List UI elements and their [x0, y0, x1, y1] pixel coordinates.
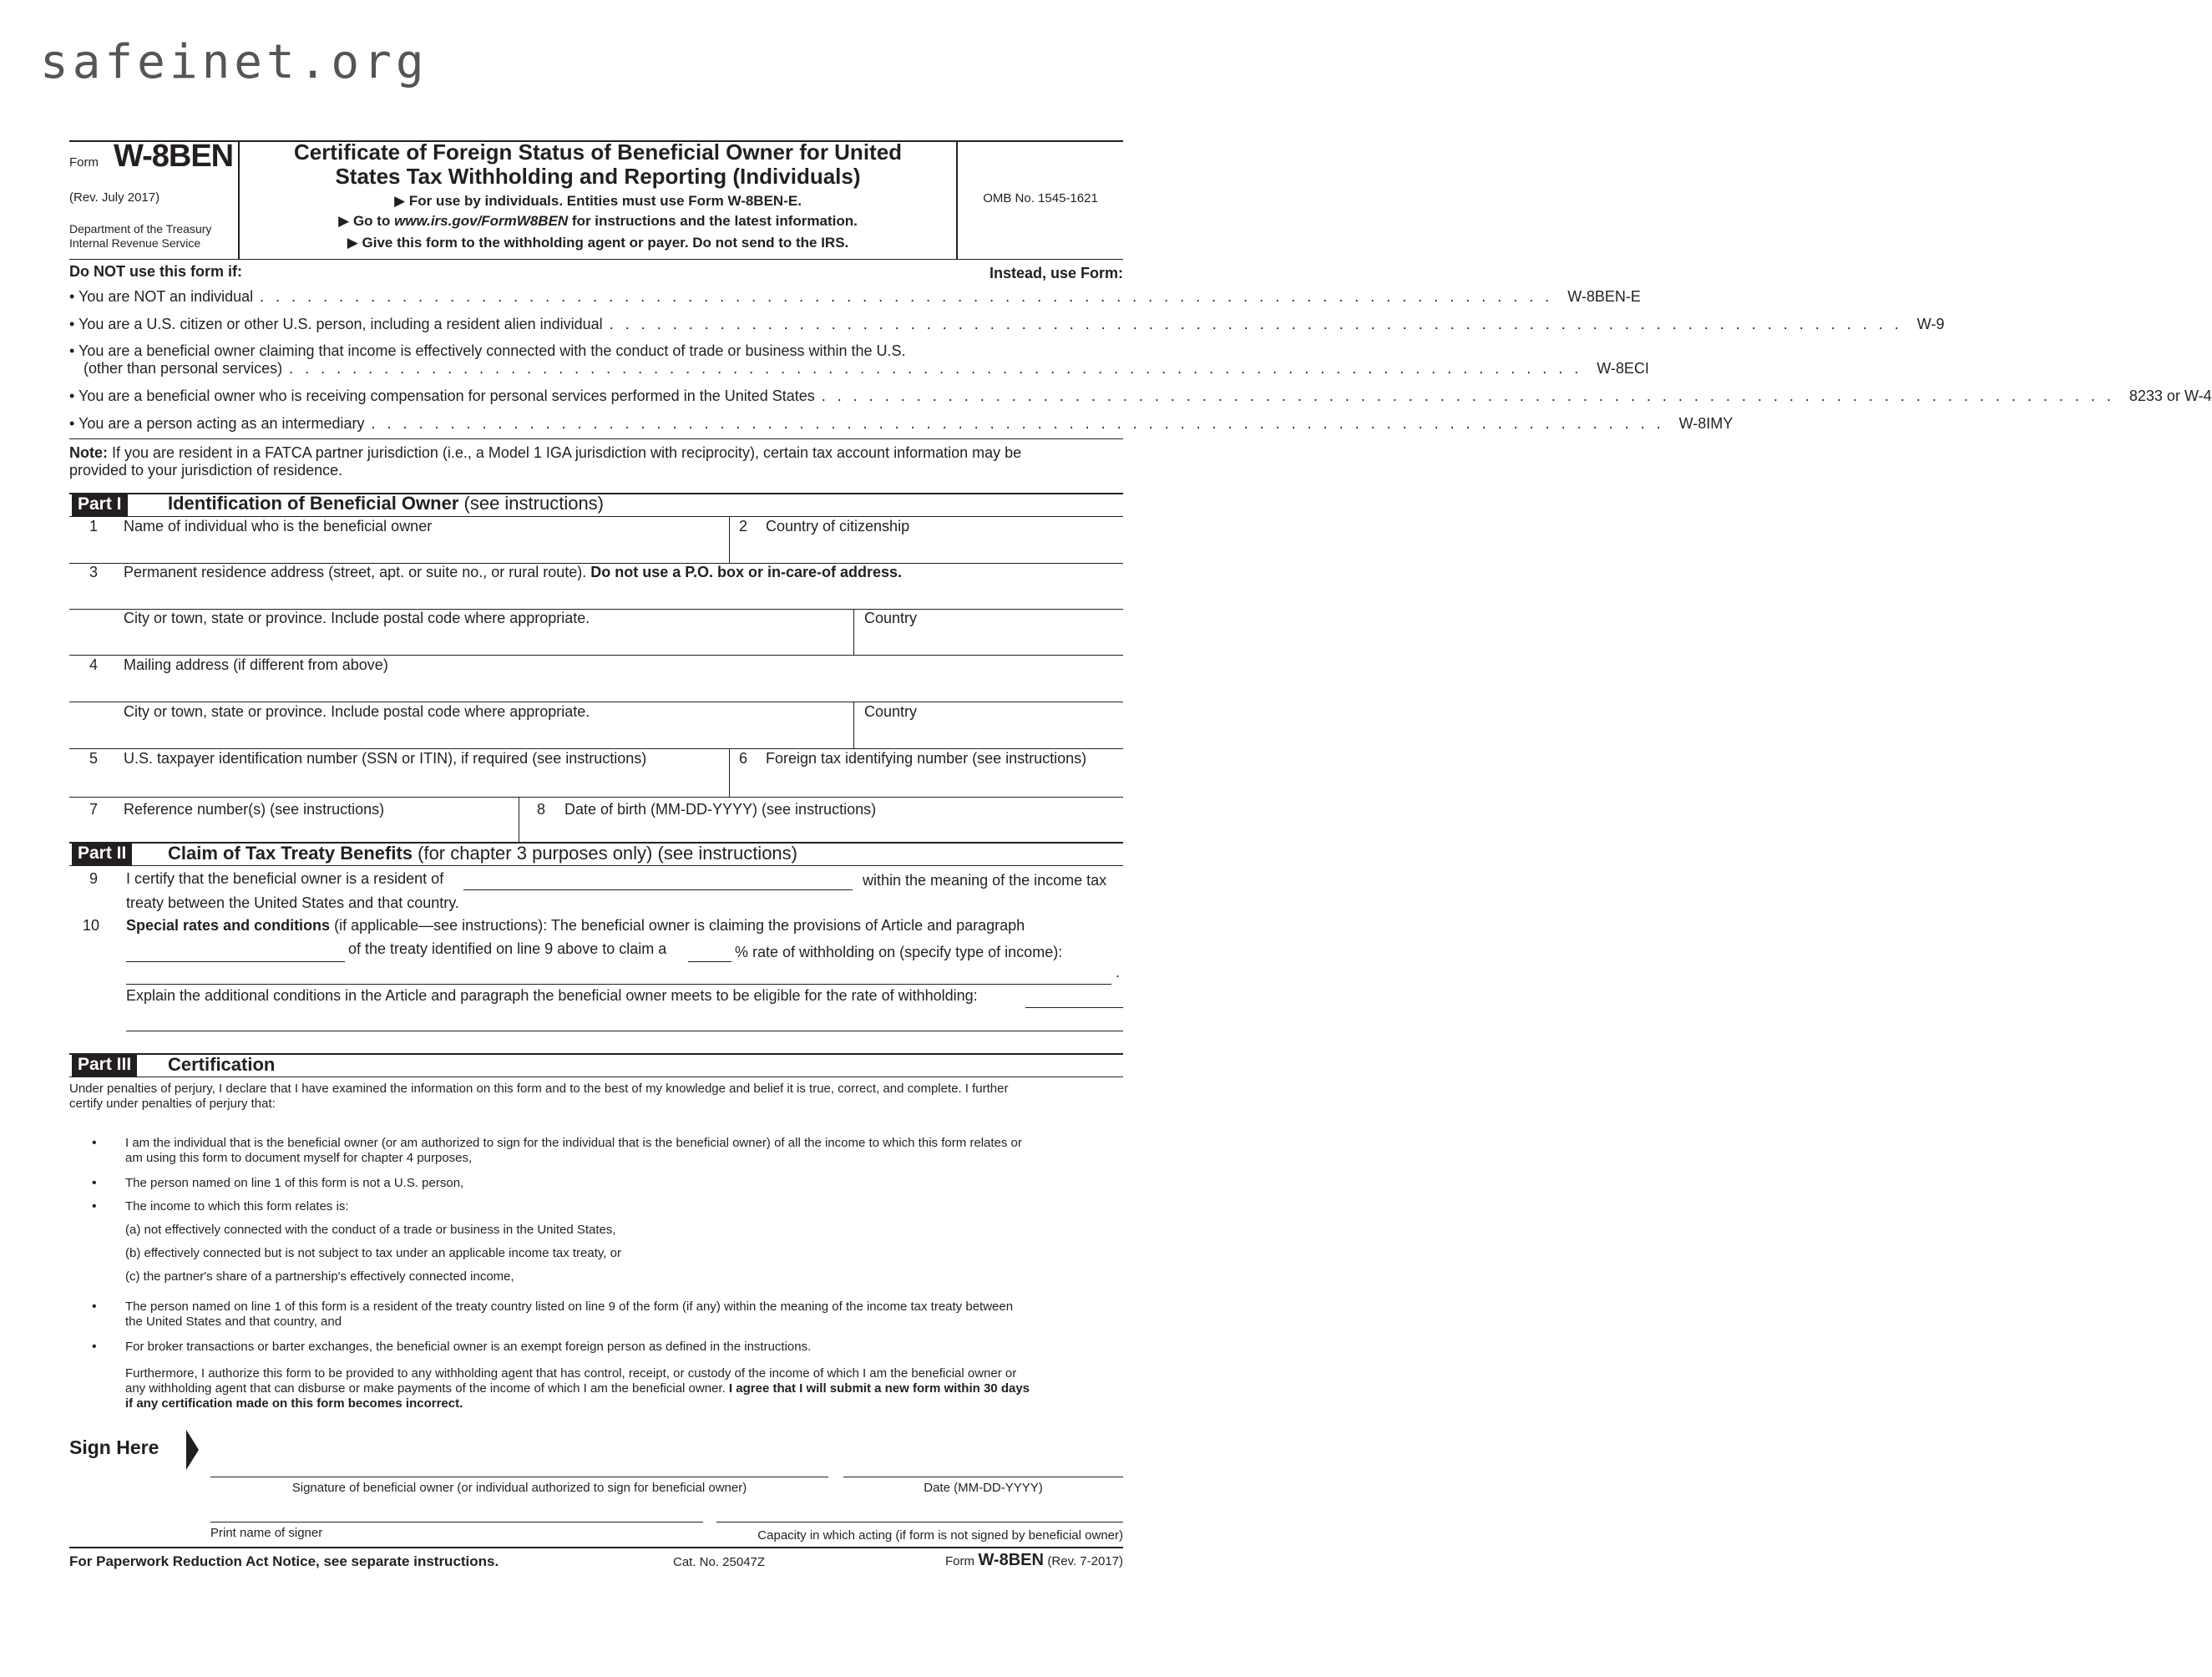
certification-text: For broker transactions or barter exchanges, the beneficial owner is an exempt foreign person as defined in the instructions. [125, 1340, 812, 1354]
certification-text: The income to which this form relates is: [125, 1199, 349, 1213]
field-divider [729, 748, 730, 797]
part2-title-suffix: (for chapter 3 purposes only) (see instructions) [413, 843, 797, 864]
line-number: 8 [537, 801, 546, 818]
do-not-use-item [69, 388, 2212, 405]
do-not-use-item [84, 360, 1649, 377]
line10-text [126, 917, 1025, 935]
bullet: • [92, 1300, 97, 1314]
signature-field[interactable] [210, 1453, 828, 1477]
line3-label-text: Permanent residence address (street, apt. or suite no., or rural route). [124, 564, 591, 580]
line5-label: U.S. taxpayer identification number (SSN or ITIN), if required (see instructions) [124, 750, 647, 767]
authorization-agreement: I agree that I will submit a new form within 30 days [728, 1381, 1030, 1396]
header-left-divider [238, 142, 240, 259]
alternate-form: W-8ECI [1597, 360, 1649, 377]
bullet: • [92, 1199, 97, 1213]
condition-text: • You are a U.S. citizen or other U.S. person, including a resident alien individual [69, 316, 603, 332]
condition-text: • You are a beneficial owner claiming that income is effectively connected with the conduct of trade or business within the U.S. [69, 342, 906, 359]
income-type-field[interactable] [126, 965, 1111, 985]
section-rule [69, 438, 1123, 439]
part1-title-text: Identification of Beneficial Owner [168, 493, 459, 514]
leader-dots: .................................................................................. [289, 360, 1591, 377]
additional-conditions-label: Explain the additional conditions in the Article and paragraph the beneficial owner meets to be eligible for the rate of withholding: [126, 987, 978, 1004]
line9-text-suffix: within the meaning of the income tax [863, 872, 1107, 889]
certification-text: The person named on line 1 of this form is not a U.S. person, [125, 1176, 464, 1190]
authorization-text: Furthermore, I authorize this form to be provided to any withholding agent that has control, receipt, or custody of the income of which I am the beneficial owner or [125, 1366, 1017, 1381]
irs-website-link[interactable]: www.irs.gov/FormW8BEN [394, 213, 569, 229]
certification-text: (c) the partner's share of a partnership's effectively connected income, [125, 1269, 514, 1284]
form-title-line2: States Tax Withholding and Reporting (Individuals) [335, 164, 861, 189]
line10-bold: Special rates and conditions [126, 917, 331, 934]
paperwork-notice: For Paperwork Reduction Act Notice, see separate instructions. [69, 1553, 499, 1569]
fatca-note [69, 444, 1021, 462]
part-rule [69, 516, 1123, 517]
note-text: If you are resident in a FATCA partner jurisdiction (i.e., a Model 1 IGA jurisdiction with reciprocity), certain tax account information may be [108, 444, 1022, 461]
permanent-address-field[interactable] [125, 585, 1119, 608]
mailing-address-field[interactable] [125, 676, 1119, 700]
authorization-text: any withholding agent that can disburse or make payments of the income of which I am the beneficial owner. [125, 1381, 729, 1396]
row-rule [69, 655, 1123, 656]
revision-date: (Rev. July 2017) [69, 190, 160, 205]
part2-title [168, 843, 797, 864]
city-label: City or town, state or province. Include postal code where appropriate. [124, 703, 590, 720]
article-paragraph-field[interactable] [126, 940, 345, 962]
instead-use-heading: Instead, use Form: [989, 265, 1123, 281]
line-number: 9 [89, 870, 99, 887]
part1-tag: Part I [72, 494, 128, 516]
line-number: 5 [89, 750, 99, 767]
line3-label [124, 564, 902, 581]
instruction-go-to-website [240, 213, 955, 230]
line9-text: I certify that the beneficial owner is a resident of [126, 870, 444, 887]
part3-title: Certification [168, 1054, 276, 1075]
additional-conditions-field-line2[interactable] [126, 1012, 1123, 1031]
omb-number: OMB No. 1545-1621 [983, 191, 1098, 205]
footer-form-word: Form [945, 1554, 974, 1568]
city-label: City or town, state or province. Include postal code where appropriate. [124, 610, 590, 626]
date-caption: Date (MM-DD-YYYY) [924, 1481, 1043, 1495]
form-title-line1: Certificate of Foreign Status of Beneficial Owner for United [293, 139, 903, 165]
form-number: W-8BEN [114, 139, 234, 174]
part1-title [168, 493, 604, 514]
withholding-rate-field[interactable] [688, 940, 731, 962]
line-number: 10 [83, 917, 100, 934]
field-divider [853, 609, 854, 655]
country-label: Country [864, 610, 918, 626]
authorization-paragraph [125, 1366, 1123, 1411]
print-name-caption: Print name of signer [210, 1526, 323, 1540]
sign-arrow-icon [186, 1430, 199, 1470]
do-not-use-item [69, 316, 1945, 333]
part1-title-suffix: (see instructions) [458, 493, 605, 514]
alternate-form: 8233 or W-4 [2128, 388, 2212, 404]
fatca-note-continued: provided to your jurisdiction of residence. [69, 462, 343, 479]
line10-text-c: % rate of withholding on (specify type of income): [735, 944, 1063, 960]
date-of-birth-field[interactable] [526, 820, 1119, 840]
leader-dots: .................................................................................. [821, 388, 2123, 404]
form-word: Form [69, 155, 99, 170]
country-of-citizenship-field[interactable] [735, 539, 1119, 562]
certification-intro-continued: certify under penalties of perjury that: [69, 1097, 276, 1111]
treaty-country-field[interactable] [463, 869, 853, 890]
authorization-agreement: if any certification made on this form becomes incorrect. [125, 1396, 463, 1411]
service: Internal Revenue Service [69, 236, 201, 250]
department: Department of the Treasury [69, 222, 212, 236]
field-divider [729, 516, 730, 563]
certification-text: The person named on line 1 of this form is a resident of the treaty country listed on line 9 of the form (if any) within the meaning of the income tax treaty between [125, 1300, 1014, 1314]
income-type-period: . [1116, 964, 1121, 980]
footer-rule [69, 1547, 1123, 1548]
capacity-caption: Capacity in which acting (if form is not signed by beneficial owner) [757, 1528, 1123, 1543]
line-number: 2 [739, 518, 748, 535]
footer-revision: (Rev. 7-2017) [1047, 1554, 1123, 1568]
line10-text-b: of the treaty identified on line 9 above to claim a [348, 940, 667, 957]
line-number: 7 [89, 801, 99, 818]
line6-label: Foreign tax identifying number (see instructions) [766, 750, 1087, 767]
line9-text-continued: treaty between the United States and that country. [126, 894, 459, 911]
do-not-use-item [69, 415, 1734, 433]
sign-here-label: Sign Here [69, 1436, 159, 1458]
line2-label: Country of citizenship [766, 518, 910, 535]
alternate-form: W-8BEN-E [1567, 288, 1641, 305]
row-rule [69, 797, 1123, 798]
certification-item [125, 1300, 1123, 1330]
part-rule [69, 865, 1123, 866]
signature-date-field[interactable] [843, 1453, 1123, 1477]
condition-text: • You are NOT an individual [69, 288, 254, 305]
leader-dots: .................................................................................. [260, 288, 1562, 305]
mailing-country-field[interactable] [860, 723, 1119, 747]
instruction-suffix: for instructions and the latest information. [568, 213, 858, 229]
line-number: 6 [739, 750, 748, 767]
part2-tag: Part II [72, 843, 132, 865]
certification-item [125, 1136, 1123, 1166]
instruction-prefix: ▶ Go to [338, 213, 395, 229]
watermark-text: safeinet.org [40, 35, 428, 89]
permanent-city-field[interactable] [125, 631, 852, 654]
certification-text: I am the individual that is the beneficial owner (or am authorized to sign for the individual that is the beneficial owner) of all the income to which this form relates or [125, 1136, 1022, 1150]
leader-dots: .................................................................................. [609, 316, 1911, 332]
line3-warning: Do not use a P.O. box or in-care-of address. [590, 564, 903, 580]
line-number: 4 [89, 656, 99, 673]
line8-label: Date of birth (MM-DD-YYYY) (see instructions) [564, 801, 877, 818]
line1-label: Name of individual who is the beneficial owner [124, 518, 433, 535]
mailing-city-field[interactable] [125, 723, 852, 747]
condition-text: (other than personal services) [84, 360, 283, 377]
certification-text: (b) effectively connected but is not subject to tax under an applicable income tax treaty, or [125, 1246, 621, 1260]
line7-label: Reference number(s) (see instructions) [124, 801, 385, 818]
beneficial-owner-name-field[interactable] [125, 539, 726, 562]
permanent-country-field[interactable] [860, 631, 1119, 654]
field-divider [853, 702, 854, 748]
country-label: Country [864, 703, 918, 720]
alternate-form: W-8IMY [1678, 415, 1734, 432]
header-bottom-rule [69, 259, 1123, 260]
footer-form-number: W-8BEN [978, 1551, 1044, 1569]
bullet: • [92, 1340, 97, 1354]
line-number: 1 [89, 518, 99, 535]
certification-text: the United States and that country, and [125, 1315, 342, 1329]
instruction-give-form: ▶ Give this form to the withholding agent or payer. Do not send to the IRS. [347, 235, 849, 251]
certification-text: am using this form to document myself for chapter 4 purposes, [125, 1151, 473, 1165]
condition-text: • You are a person acting as an intermediary [69, 415, 365, 432]
bullet: • [92, 1176, 97, 1190]
certification-text: (a) not effectively connected with the conduct of a trade or business in the United States, [125, 1223, 616, 1237]
part3-tag: Part III [72, 1054, 137, 1077]
reference-number-field[interactable] [125, 820, 514, 840]
catalog-number: Cat. No. 25047Z [673, 1555, 766, 1569]
authorization-text-line2 [125, 1381, 1123, 1396]
print-name-field[interactable] [210, 1502, 703, 1522]
line-number: 3 [89, 564, 99, 580]
do-not-use-heading: Do NOT use this form if: [69, 263, 242, 280]
line10-text-a: (if applicable—see instructions): The beneficial owner is claiming the provisions of Article and paragraph [330, 917, 1025, 934]
bullet: • [92, 1136, 97, 1150]
certification-intro: Under penalties of perjury, I declare that I have examined the information on this form and to the best of my knowledge and belief it is true, correct, and complete. I further [69, 1082, 1009, 1096]
leader-dots: .................................................................................. [371, 415, 1673, 432]
signature-caption: Signature of beneficial owner (or individual authorized to sign for beneficial owner) [291, 1481, 747, 1495]
us-tin-field[interactable] [125, 772, 726, 795]
capacity-field[interactable] [716, 1502, 1123, 1522]
row-rule [69, 748, 1123, 749]
condition-text: • You are a beneficial owner who is receiving compensation for personal services performed in the United States [69, 388, 815, 404]
footer-form-id [945, 1551, 1123, 1570]
do-not-use-item [69, 288, 1641, 306]
additional-conditions-field[interactable] [1025, 990, 1123, 1008]
foreign-tin-field[interactable] [735, 772, 1119, 795]
line4-label: Mailing address (if different from above) [124, 656, 388, 673]
alternate-form: W-9 [1916, 316, 1945, 332]
part2-title-text: Claim of Tax Treaty Benefits [168, 843, 413, 864]
instruction-use-individuals: ▶ For use by individuals. Entities must use Form W-8BEN-E. [394, 193, 802, 209]
note-label: Note: [69, 444, 108, 461]
